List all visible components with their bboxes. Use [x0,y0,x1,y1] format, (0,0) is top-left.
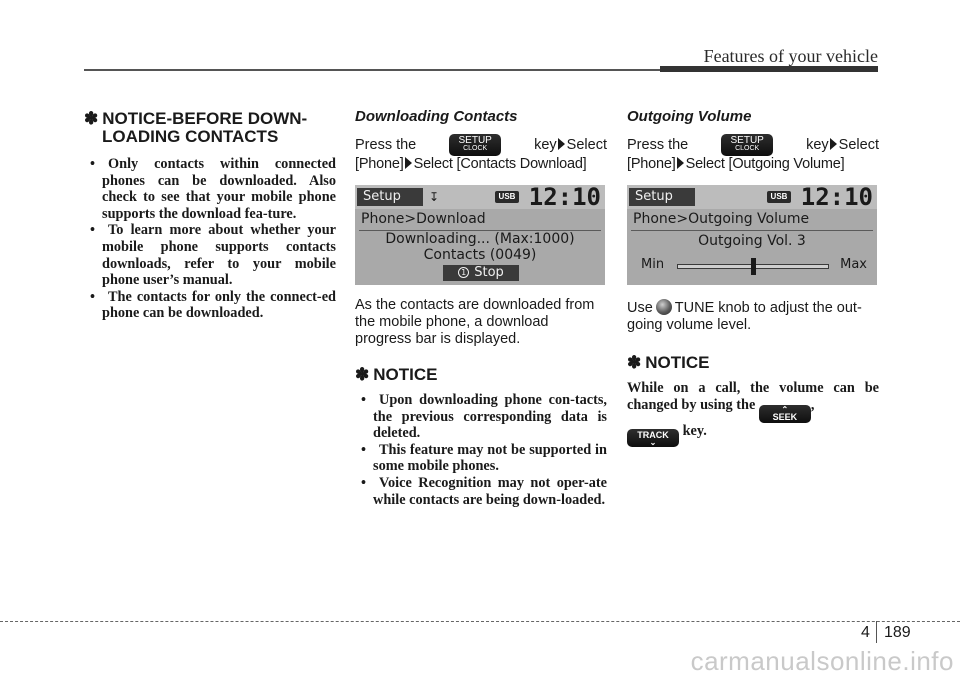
notice-bullet: • To learn more about whether your mobile phone supports contacts downloads, refer to your mobile phone user’s manual. [84,222,336,288]
screen-path: Phone>Download [361,211,486,227]
step-key-word: key [534,136,557,153]
column-notice-before-download [84,110,336,322]
notice-text-a: While on a call, the volume can be changed by using the [627,380,879,413]
setup-clock-key-icon [721,134,773,156]
instruction-steps [355,134,607,173]
watermark: carmanualsonline.info [690,646,954,676]
tune-para-line2: going volume level. [627,317,752,333]
running-header-title: Features of your vehicle [703,46,878,66]
screen-divider [631,230,873,231]
download-status-line: Downloading... (Max:1000) [385,231,575,247]
setup-key-label: SETUP [458,135,492,146]
screen-clock: 12:10 [800,185,873,211]
screen-download-progress [355,185,605,285]
clock-key-label: CLOCK [463,145,488,152]
page-number: 189 [884,624,911,641]
download-count-line: Contacts (0049) [423,247,537,263]
seek-key-icon [759,405,811,423]
tune-para-line1: TUNE knob to adjust the out- [674,300,862,316]
clock-key-label: CLOCK [735,145,760,152]
tune-para-use: Use [627,300,653,316]
page-number-separator [876,621,877,643]
screen-setup-tab: Setup [357,188,423,206]
screen-path: Phone>Outgoing Volume [633,211,810,227]
screen-outgoing-volume [627,185,877,285]
notice-star-icon: ✽ [84,109,99,128]
seek-key-label: SEEK [772,412,798,422]
step-press: Press the [627,136,689,153]
tune-paragraph [627,299,879,334]
arrow-right-icon [405,157,412,169]
step-select: Select [838,136,879,153]
track-key-icon [627,429,679,447]
column-downloading-contacts [355,110,607,508]
stop-label: Stop [474,265,504,280]
notice-bullet: • Only contacts within connected phones can be downloaded. Also check to see that your mobile phone supports the download fea-ture. [84,156,336,222]
step-phone: [Phone] [355,156,404,172]
volume-max-label: Max [840,257,867,272]
notice-star-icon: ✽ [355,365,370,384]
chevron-down-icon: ⌄ [649,437,657,447]
notice-bullet: • Upon downloading phone con-tacts, the previous corresponding data is deleted. [355,392,607,442]
chevron-up-icon: ⌃ [781,405,789,414]
notice-bullet: • This feature may not be supported in some mobile phones. [355,442,607,475]
notice-heading [84,110,336,146]
volume-slider-handle[interactable] [751,258,756,275]
column-outgoing-volume [627,110,879,447]
notice-bullet: • Voice Recognition may not oper-ate while contacts are being down-loaded. [355,475,607,508]
notice-bullet: • The contacts for only the connect-ed phone can be downloaded. [84,289,336,322]
stop-number-badge: 1 [458,267,469,278]
notice-volume-text [627,380,879,447]
track-key-label: TRACK [637,429,669,440]
footer-rule [0,621,960,622]
notice-star-icon: ✽ [627,353,642,372]
step-press: Press the [355,136,417,153]
arrow-right-icon [558,138,565,150]
step-select: Select [566,136,607,153]
notice-heading [355,366,607,384]
arrow-right-icon [830,138,837,150]
step-select-contacts-download: Select [Contacts Download] [413,156,587,172]
notice-bullet-list [84,156,336,322]
arrow-right-icon [677,157,684,169]
screen-setup-tab: Setup [629,188,695,206]
setup-key-label: SETUP [730,135,764,146]
chapter-number: 4 [861,624,870,641]
tune-knob-icon [656,299,672,315]
notice-heading [627,354,879,372]
download-paragraph: As the contacts are downloaded from the mobile phone, a download progress bar is displayed. [355,297,595,347]
usb-icon: USB [495,191,519,203]
header-rule-accent [660,66,878,72]
notice-heading-line2: LOADING CONTACTS [102,127,279,146]
notice-heading-label: NOTICE [373,365,438,384]
step-key-word: key [806,136,829,153]
setup-clock-key-icon [449,134,501,156]
notice-text-c: key. [682,422,707,439]
notice-text-b: , [810,397,815,413]
section-heading-downloading-contacts: Downloading Contacts [355,108,518,125]
notice-bullet-list [355,392,607,508]
notice-heading-label: NOTICE [645,353,710,372]
instruction-steps [627,134,879,173]
step-select-outgoing-volume: Select [Outgoing Volume] [685,156,845,172]
volume-level-label: Outgoing Vol. 3 [698,233,806,249]
volume-min-label: Min [641,257,665,272]
section-heading-outgoing-volume: Outgoing Volume [627,108,752,125]
usb-icon: USB [767,191,791,203]
bluetooth-download-icon: ↧ [429,190,440,204]
step-phone: [Phone] [627,156,676,172]
stop-button[interactable] [443,265,519,281]
screen-clock: 12:10 [528,185,601,211]
notice-heading-line1: NOTICE-BEFORE DOWN- [102,109,308,128]
